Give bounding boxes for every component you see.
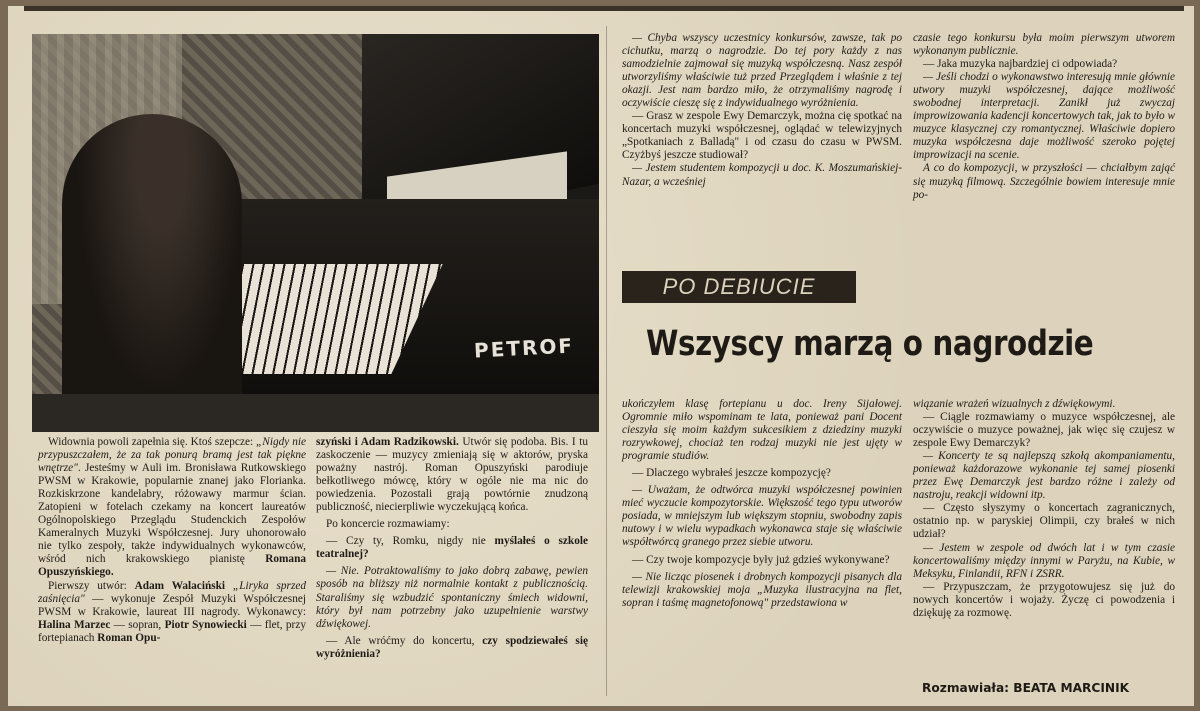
question: — Przypuszczam, że przygotowujesz się już do nowych koncertów i wojaży. Życzę ci powodzenia i dziękuję za rozmowę. [913,580,1175,619]
byline: Rozmawiała: BEATA MARCINIK [922,681,1130,695]
question: — Często słyszymy o koncertach zagranicznych, ostatnio np. w paryskiej Olimpii, czy brałeś w nich udział? [913,502,1175,541]
column-3-top [622,32,902,189]
question: — Czy twoje kompozycje były już gdzieś wykonywane? [632,553,890,566]
column-4-bottom [913,398,1175,620]
answer: — Jeśli chodzi o wykonawstwo interesują mnie głównie utwory muzyki współczesnej, dające możliwość swobodnej interpretacji. Zanikł już zwyczaj improwizowania kadencji koncertowych tak, jak to było w muzyce klasycznej czy romantycznej. Właściwie dopiero muzyka współczesna daje możliwość szeroko pojętej improwizacji na scenie. [913,71,1175,162]
paragraph: Widownia powoli zapełnia się. Ktoś szepcze: „Nigdy nie przypuszczałem, że za tak ponurą bramą jest tak piękne wnętrze". Jesteśmy w Auli im. Bronisława Rutkowskiego PWSM w Krakowie, popularnie znanej jako Florianka. Rozkiskrzone kandelabry, różowawy marmur ścian. Zatopieni w fotelach czekamy na koncert laureatów Ogólnopolskiego Przeglądu Studenckich Zespołów Kameralnych Muzyki Współczesnej. Jury uhonorowało nie tylko zespoły, także indywidualnych wykonawców, wśród nich krakowskiego pianistę Romana Opuszyńskiego. [38,436,306,579]
answer: — Uważam, że odtwórca muzyki współczesnej powinien mieć wyczucie kompozytorskie. Większość tego typu utworów posiada, w mniejszym lub większym stopniu, swobodny zapis nutowy i w wielu wypadkach wykonawca staje się właściwie współtwórcą granego przez siebie utworu. [622,484,902,549]
photo-pianist-at-piano [32,34,599,432]
question: — Dlaczego wybrałeś jeszcze kompozycję? [632,467,831,480]
answer: — Jestem w zespole od dwóch lat i w tym czasie koncertowaliśmy między innymi w Paryżu, na Kubie, w Meksyku, Finlandii, RFN i ZSRR. [913,541,1175,580]
answer: wiązanie wrażeń wizualnych z dźwiękowymi. [913,398,1116,410]
paragraph: szyński i Adam Radzikowski. Utwór się podoba. Bis. I tu zaskoczenie — muzycy zmieniają się w aktorów, pryska poważny nastrój. Roman Opuszyński parodiuje bełkotliwego mówcę, który w ogóle nie ma nic do powiedzenia. Pozostali grają powtórnie znudzoną publiczność, niecierpliwie wyczekującą końca. [316,436,589,514]
column-3-bottom [622,398,902,610]
answer: czasie tego konkursu była moim pierwszym utworem wykonanym publicznie. [913,32,1175,58]
question: — Jaka muzyka najbardziej ci odpowiada? [923,58,1118,71]
paragraph: Pierwszy utwór: Adam Walaciński „Liryka sprzed zaśnięcia" — wykonuje Zespół Muzyki Współczesnej PWSM w Krakowie, laureat III nagrody. Wykonawcy: Halina Marzec — sopran, Piotr Synowiecki — flet, przy fortepianach Roman Opu- [38,579,307,644]
section-kicker: PO DEBIUCIE [622,271,856,303]
answer: — Koncerty te są najlepszą szkołą akompaniamentu, ponieważ każdorazowe wykonanie tej samej piosenki przez Ewę Demarczyk jest bardzo różne i zależy od nastroju, reakcji widowni itp. [913,450,1175,502]
newspaper-clipping [8,6,1194,706]
question: — Grasz w zespole Ewy Demarczyk, można cię spotkać na koncertach muzyki współczesnej, oglądać w telewizyjnych „Spotkaniach z Balladą" i od czasu do czasu w PWSM. Czyżbyś jeszcze studiował? [622,110,902,162]
column-1 [38,436,306,645]
answer: — Nie licząc piosenek i drobnych kompozycji pisanych dla telewizji krakowskiej moja „Muzyka ilustracyjna na flet, sopran i taśmę magnetofonową" przedstawiona w [622,570,902,609]
question: — Ciągle rozmawiamy o muzyce współczesnej, ale oczywiście o muzyce poważnej, jak więc się czujesz w zespole Ewy Demarczyk? [913,411,1175,450]
top-rule [24,6,1184,11]
column-4-top [913,32,1175,202]
question: — Ale wróćmy do koncertu, czy spodziewałeś się wyróżnienia? [316,634,588,660]
answer: — Jestem studentem kompozycji u doc. K. Moszumańskiej-Nazar, a wcześniej [622,162,902,188]
column-divider [606,26,607,696]
headline: Wszyscy marzą o nagrodzie [646,324,1094,364]
answer: — Nie. Potraktowaliśmy to jako dobrą zabawę, pewien sposób na bliższy niż normalnie kontakt z publicznością. Staraliśmy się wzbudzić spontaniczny śmiech widowni, który był nam potrzebny jako uzupełnienie warstwy dźwiękowej. [316,565,588,630]
piano-brand-label: PETROF [473,333,575,363]
paragraph: Po koncercie rozmawiamy: [326,518,450,531]
answer: A co do kompozycji, w przyszłości — chciałbym zająć się muzyką filmową. Szczególnie bowiem interesuje mnie po- [913,162,1175,201]
answer: — Chyba wszyscy uczestnicy konkursów, zawsze, tak po cichutku, marzą o nagrodzie. Do tej pory każdy z nas samodzielnie zajmował się muzyką współczesną. Nasz zespół utworzyliśmy właściwie tuż przed Przeglądem i właśnie z tej okazji. Jest nam bardzo miło, że otrzymaliśmy nagrodę i oczywiście cieszę się z indywidualnego wyróżnienia. [622,32,902,110]
question: — Czy ty, Romku, nigdy nie myślałeś o szkole teatralnej? [316,535,588,561]
answer: ukończyłem klasę fortepianu u doc. Ireny Sijałowej. Ogromnie miło wspominam te lata, ponieważ pani Docent cieszyła się moim każdym sukcesikiem z dziedziny muzyki rozrywkowej, chociaż ten rodzaj muzyki nie jest ujęty w programie studiów. [622,398,902,463]
column-2 [316,436,588,661]
